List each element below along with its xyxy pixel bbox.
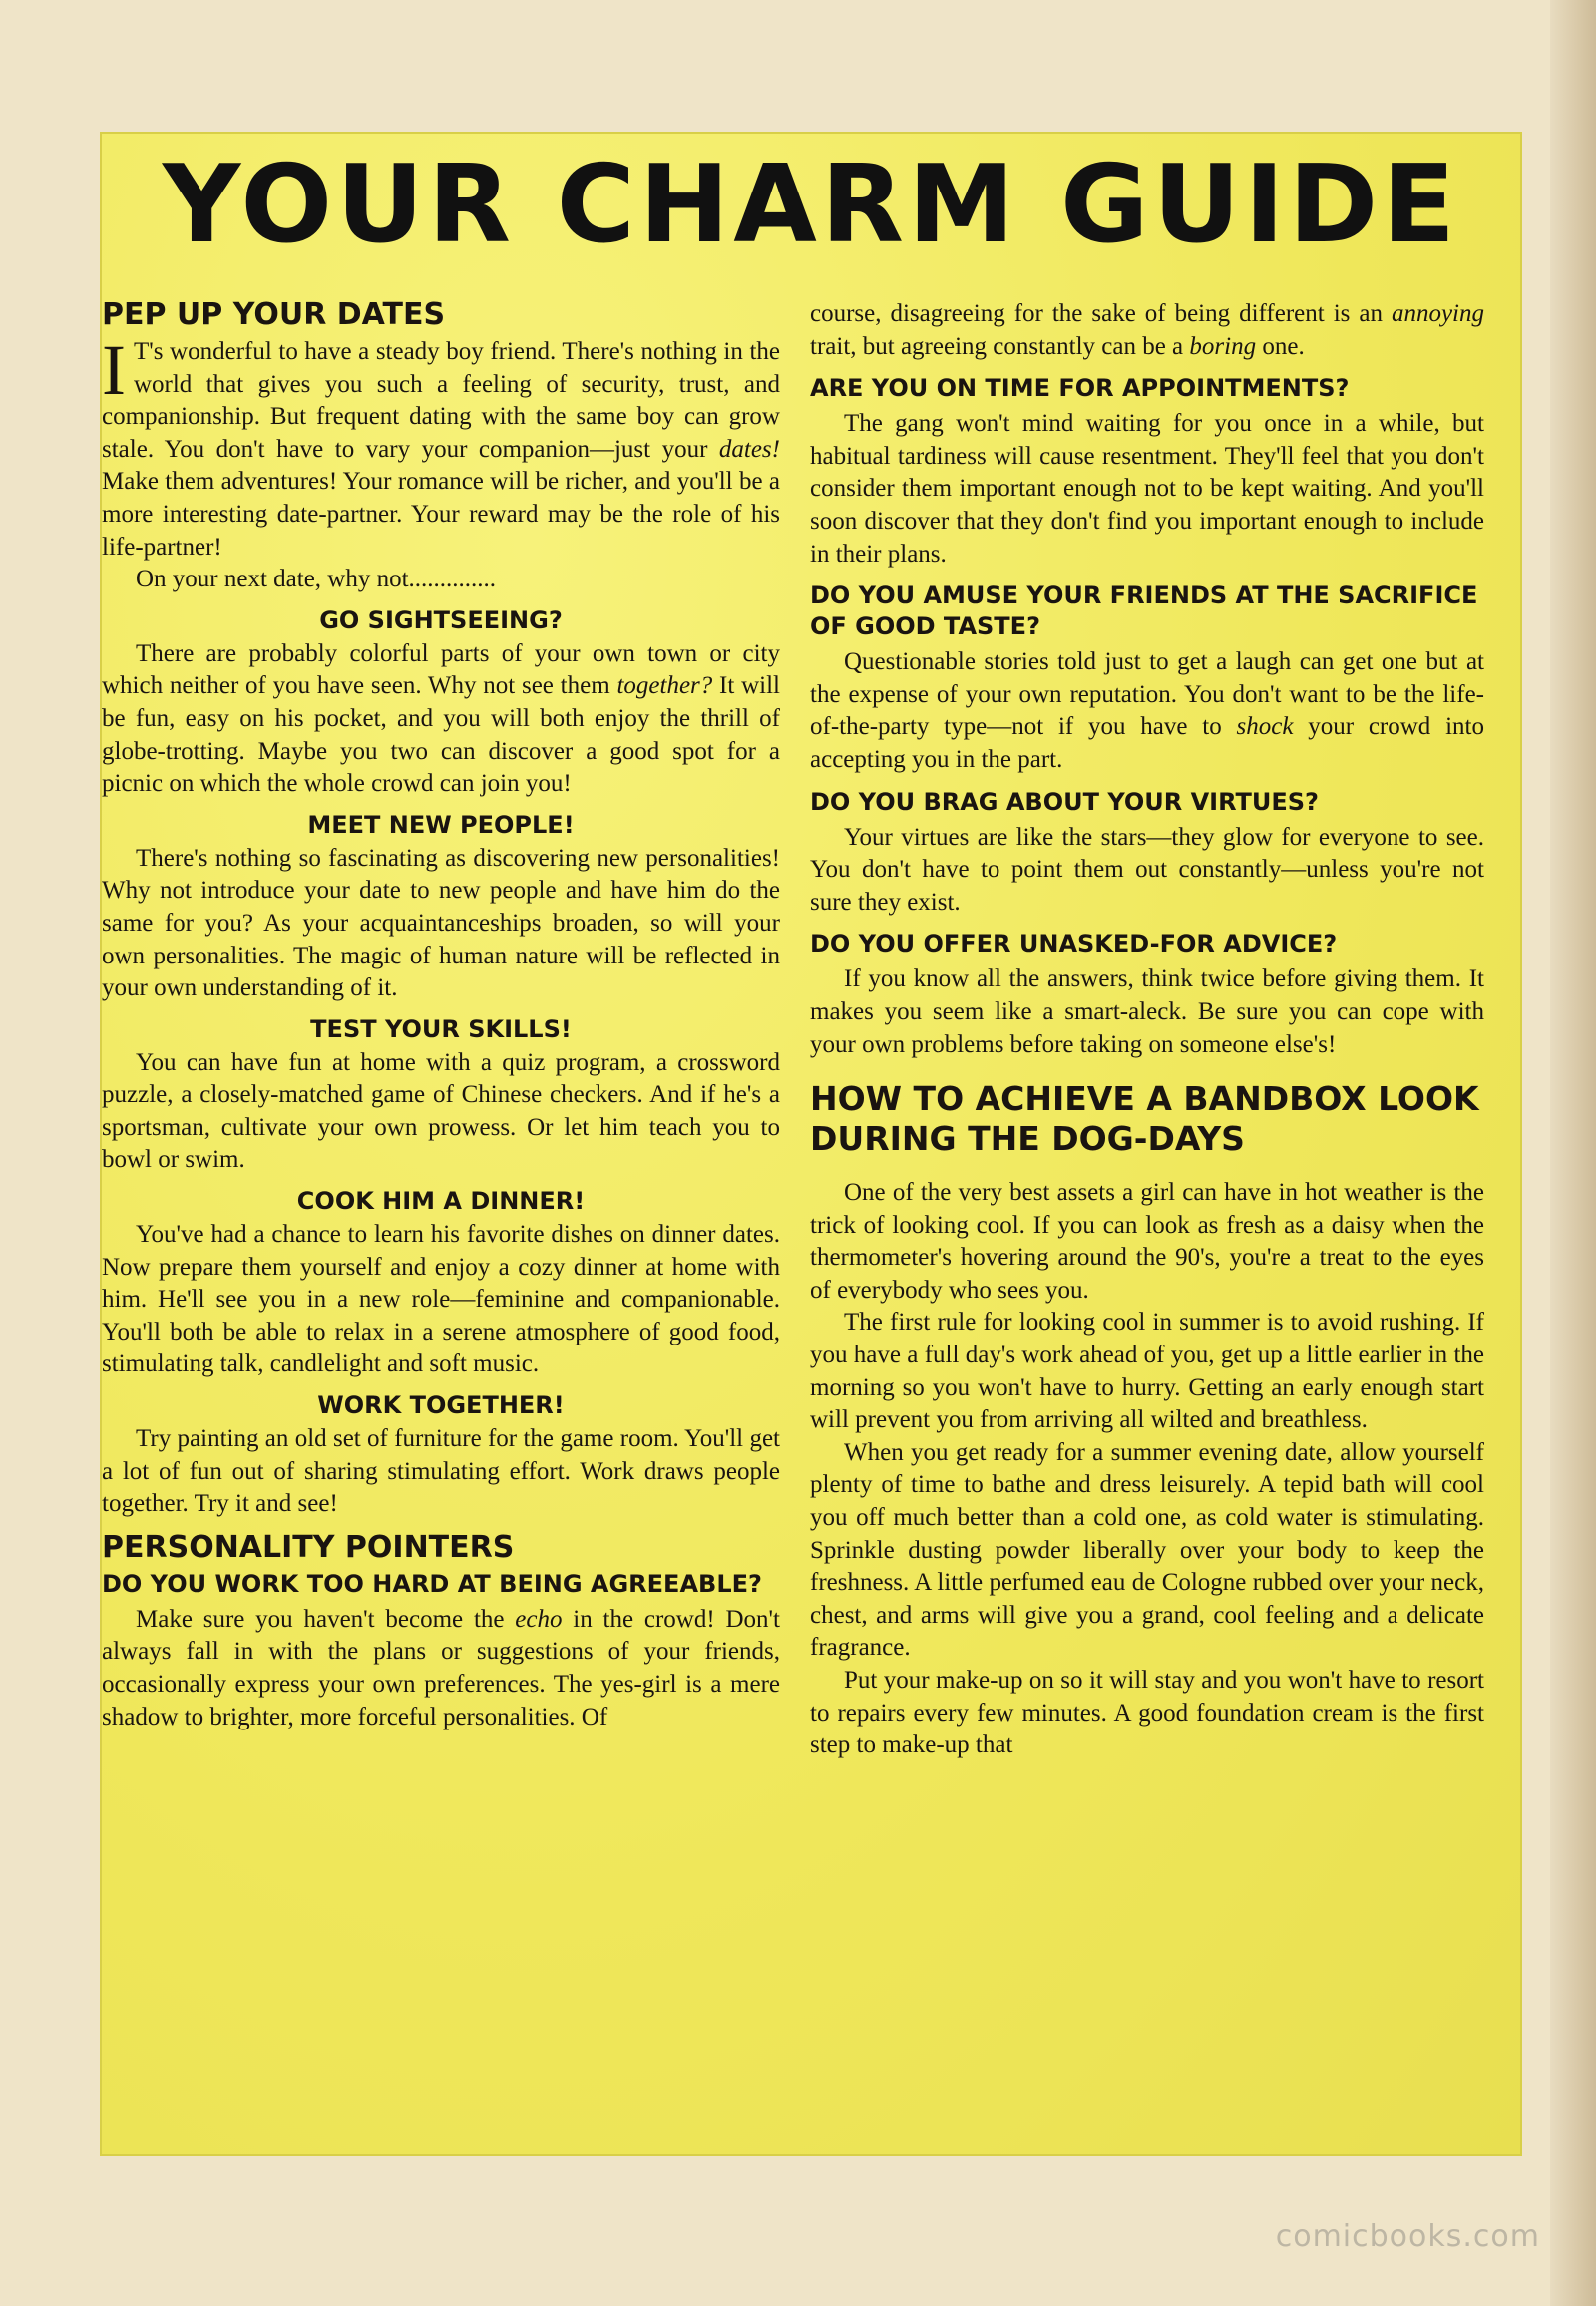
cook-dinner-text: You've had a chance to learn his favorite dishes on dinner dates. Now prepare them yourself and enjoy a cozy dinner at home with him. He'll see you in a new role—feminine and companionable. You'll both be able to relax in a serene atmosphere of good food, stimulating talk, candlelight and soft music. <box>102 1221 780 1378</box>
advice-text: If you know all the answers, think twice before giving them. It makes you seem like a smart-aleck. Be sure you can cope with your own problems before taking on someone else's! <box>810 965 1484 1058</box>
work-together-text: Try painting an old set of furniture for the game room. You'll get a lot of fun out of sharing stimulating effort. Work draws people together. Try it and see! <box>102 1425 780 1518</box>
cook-dinner-heading: COOK HIM A DINNER! <box>296 1187 586 1216</box>
sightseeing-heading: GO SIGHTSEEING? <box>319 605 563 634</box>
page-title: YOUR CHARM GUIDE <box>162 143 1460 267</box>
good-taste-text: Questionable stories told just to get a laugh can get one but at the expense of your own reputation. You don't want to be the life-of-the-party type—not if you have to shock your crowd into accepting you in the part. <box>810 648 1484 773</box>
personality-pointers-heading: PERSONALITY POINTERS <box>102 1529 515 1565</box>
work-together-heading: WORK TOGETHER! <box>317 1391 565 1420</box>
watermark: comicbooks.com <box>1275 2219 1540 2254</box>
on-time-text: The gang won't mind waiting for you once in a while, but habitual tardiness will cause resentment. They'll feel that you don't consider them important enough not to be kept waiting. And you'll soon discover that they don't find you important enough to include in their plans. <box>810 410 1484 568</box>
sightseeing-text: There are probably colorful parts of your own town or city which neither of you have seen. Why not see them together? It will be fun, easy on his pocket, and you will both enjoy the thrill of globe-trotting. Maybe you two can discover a good spot for a picnic on which the whole crowd can join you! <box>102 639 780 798</box>
test-skills-text: You can have fun at home with a quiz program, a crossword puzzle, a closely-matched game of Chinese checkers. And if he's a sportsman, cultivate your own prowess. Or let him teach you to bowl or swim. <box>102 1048 780 1174</box>
advice-heading: DO YOU OFFER UNASKED-FOR ADVICE? <box>810 930 1338 959</box>
right-column <box>810 298 1484 1762</box>
bandbox-paragraph-4: Put your make-up on so it will stay and you won't have to resort to repairs every few minutes. A good foundation cream is the first step to make-up that <box>810 1667 1484 1759</box>
agreeable-text: Make sure you haven't become the echo in the crowd! Don't always fall in with the plans or suggestions of your friends, occasionally express your own preferences. The yes-girl is a mere shadow to brighter, more forceful personalities. Of <box>102 1605 780 1730</box>
on-time-heading: ARE YOU ON TIME FOR APPOINTMENTS? <box>810 374 1350 403</box>
bandbox-paragraph-2: The first rule for looking cool in summer is to avoid rushing. If you have a full day's work ahead of you, get up a little earlier in the morning so you won't have to hurry. Getting an early enough start will prevent you from arriving all wilted and breathless. <box>810 1309 1484 1434</box>
agreeable-continued: course, disagreeing for the sake of being different is an annoying trait, but agreeing constantly can be a boring one. <box>810 300 1484 360</box>
virtues-text: Your virtues are like the stars—they glow for everyone to see. You don't have to point them out constantly—unless you're not sure they exist. <box>810 823 1484 916</box>
pep-heading: PEP UP YOUR DATES <box>102 297 446 332</box>
good-taste-heading: DO YOU AMUSE YOUR FRIENDS AT THE SACRIFICE OF GOOD TASTE? <box>810 581 1478 641</box>
left-column <box>102 298 780 1733</box>
bandbox-heading: HOW TO ACHIEVE A BANDBOX LOOK DURING THE DOG-DAYS <box>810 1079 1479 1159</box>
article-panel <box>100 132 1522 2156</box>
pep-paragraph-2: On your next date, why not.............. <box>136 566 497 593</box>
meet-people-text: There's nothing so fascinating as discovering new personalities! Why not introduce your date to new people and have him do the same for you? As your acquaintanceships broaden, so will your own personalities. The magic of human nature will be reflected in your own understanding of it. <box>102 844 780 1002</box>
meet-people-heading: MEET NEW PEOPLE! <box>307 810 575 839</box>
bandbox-paragraph-3: When you get ready for a summer evening date, allow yourself plenty of time to bathe and dress leisurely. A tepid bath will cool you off much better than a cold one, as cold water is stimulating. Sprinkle dusting powder liberally over your body to keep the freshness. A little perfumed eau de Cologne rubbed over your neck, chest, and arms will give you a grand, cool feeling and a delicate fragrance. <box>810 1438 1484 1662</box>
test-skills-heading: TEST YOUR SKILLS! <box>310 1014 572 1043</box>
bandbox-paragraph-1: One of the very best assets a girl can have in hot weather is the trick of looking cool. If you can look as fresh as a daisy when the thermometer's hovering around the 90's, you're a treat to the eyes of everybody who sees you. <box>810 1179 1484 1304</box>
agreeable-heading: DO YOU WORK TOO HARD AT BEING AGREEABLE? <box>102 1569 762 1598</box>
virtues-heading: DO YOU BRAG ABOUT YOUR VIRTUES? <box>810 787 1319 816</box>
drop-cap: I <box>102 330 126 410</box>
page-edge <box>1550 0 1596 2306</box>
pep-paragraph-1: I T's wonderful to have a steady boy friend. There's nothing in the world that gives you such a feeling of security, trust, and companionship. But frequent dating with the same boy can grow stale. You don't have to vary your companion—just your dates! Make them adventures! Your romance will be richer, and you'll be a more interesting date-partner. Your reward may be the role of his life-partner! <box>102 330 780 561</box>
